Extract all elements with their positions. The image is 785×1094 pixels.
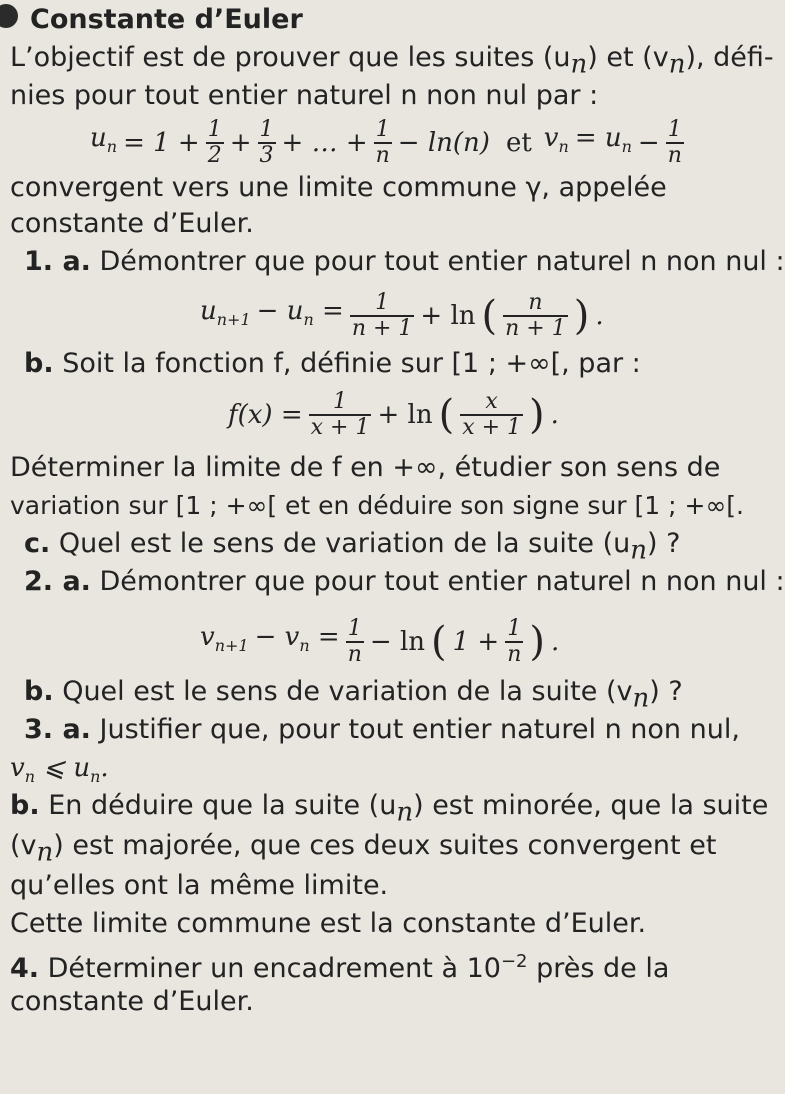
exercise-title: Constante d’Euler bbox=[30, 4, 303, 35]
fraction: $\frac{1}{x + 1}$ bbox=[310, 389, 370, 440]
equation-3: $v_{n+1}$ − $v_n$ = $\frac{1}{n}$ − ln ( 1 + $\frac{1}{n}$ ) . bbox=[200, 615, 560, 667]
question-4: 4. Déterminer un encadrement à $10^{-2}$ près de la bbox=[10, 951, 670, 984]
intro-line-2: nies pour tout entier naturel n non nul par : bbox=[10, 80, 599, 111]
convergence-line-1: convergent vers une limite commune γ, appelée bbox=[10, 172, 667, 203]
question-1b-line-2: Déterminer la limite de f en +∞, étudier son sens de bbox=[10, 452, 721, 483]
fraction: $\frac{1}{n}$ bbox=[375, 116, 390, 168]
convergence-line-2: constante d’Euler. bbox=[10, 208, 254, 239]
fraction: $\frac{1}{n + 1}$ bbox=[351, 289, 413, 341]
question-4-line-2: constante d’Euler. bbox=[10, 986, 254, 1017]
definition-formula: $u_n$ = 1 + $\frac{1}{2}$ + $\frac{1}{3}$ + … + $\frac{1}{n}$ − ln(n) et $v_n$ = $u_n$ − $\frac{1}{n}$ bbox=[90, 116, 682, 168]
question-1b: b. Soit la fonction f, définie sur [1 ; +∞[, par : bbox=[24, 348, 641, 379]
question-2b: b. Quel est le sens de variation de la suite $(v_n)$ ? bbox=[24, 676, 683, 714]
question-3a-inequality: $v_n$ ⩽ $u_n$. bbox=[10, 753, 109, 787]
equation-1: $u_{n+1}$ − $u_n$ = $\frac{1}{n + 1}$ + ln ( $\frac{n}{n + 1}$ ) . bbox=[200, 289, 604, 341]
equation-2: f(x) = $\frac{1}{x + 1}$ + ln ( $\frac{x}{x + 1}$ ) . bbox=[228, 389, 559, 440]
question-1a: 1. a. Démontrer que pour tout entier naturel n non nul : bbox=[24, 246, 785, 277]
fraction: $\frac{x}{x + 1}$ bbox=[462, 389, 522, 440]
question-3a: 3. a. Justifier que, pour tout entier naturel n non nul, bbox=[24, 714, 740, 745]
fraction: $\frac{n}{n + 1}$ bbox=[505, 289, 566, 341]
fraction: $\frac{1}{n}$ bbox=[347, 615, 362, 667]
question-1c: c. Quel est le sens de variation de la suite $(u_n)$ ? bbox=[24, 528, 681, 566]
fraction: $\frac{1}{n}$ bbox=[667, 116, 682, 168]
conclusion: Cette limite commune est la constante d’Euler. bbox=[10, 908, 647, 939]
question-2a: 2. a. Démontrer que pour tout entier naturel n non nul : bbox=[24, 566, 785, 597]
fraction: $\frac{1}{3}$ bbox=[259, 116, 274, 168]
question-3b-line-2: $(v_n)$ est majorée, que ces deux suites convergent et bbox=[10, 830, 717, 868]
intro-line-1: L’objectif est de prouver que les suites $(u_n)$ et $(v_n)$, défi- bbox=[10, 42, 774, 80]
question-3b-line-3: qu’elles ont la même limite. bbox=[10, 870, 389, 901]
question-3b: b. En déduire que la suite $(u_n)$ est minorée, que la suite bbox=[10, 790, 769, 828]
bullet-icon bbox=[0, 4, 18, 28]
fraction: $\frac{1}{n}$ bbox=[507, 615, 522, 667]
fraction: $\frac{1}{2}$ bbox=[207, 116, 222, 168]
question-1b-line-3: variation sur [1 ; +∞[ et en déduire son signe sur [1 ; +∞[. bbox=[10, 491, 744, 520]
